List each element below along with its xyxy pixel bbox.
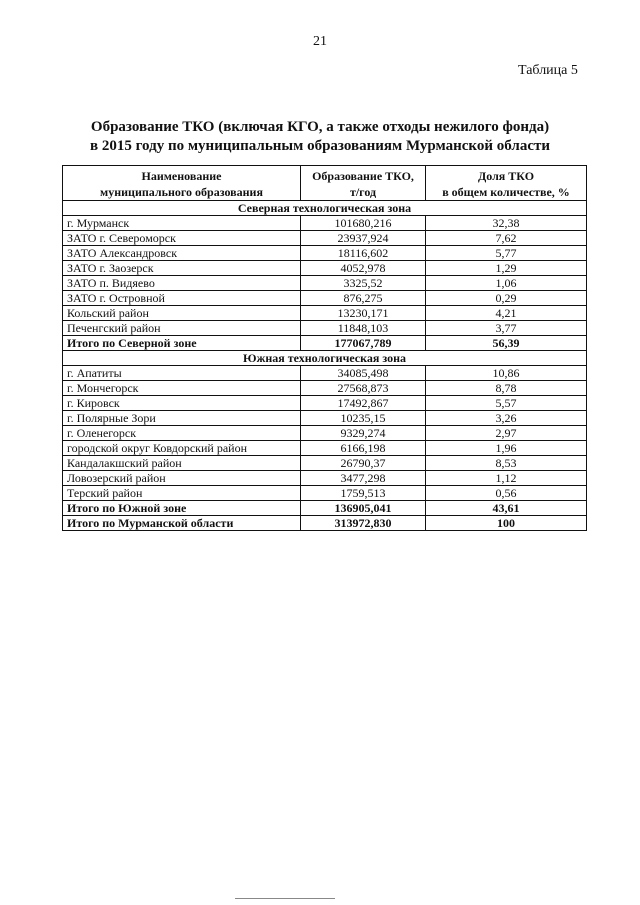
municipality-name: г. Апатиты — [63, 366, 301, 381]
table-row — [63, 231, 587, 246]
municipality-name: ЗАТО Александровск — [63, 246, 301, 261]
table-row — [63, 411, 587, 426]
waste-amount: 6166,198 — [301, 441, 426, 456]
table-row — [63, 396, 587, 411]
table-label: Таблица 5 — [518, 63, 578, 78]
waste-amount: 3477,298 — [301, 471, 426, 486]
footer-rule — [235, 898, 335, 899]
table-row — [63, 216, 587, 231]
waste-amount: 101680,216 — [301, 216, 426, 231]
table-row — [63, 381, 587, 396]
table-header — [63, 166, 587, 201]
table-row — [63, 321, 587, 336]
waste-share: 1,06 — [426, 276, 587, 291]
grand-total-amount: 313972,830 — [301, 516, 426, 531]
municipality-name: ЗАТО п. Видяево — [63, 276, 301, 291]
total-name: Итого по Южной зоне — [63, 501, 301, 516]
table-row — [63, 366, 587, 381]
waste-share: 5,57 — [426, 396, 587, 411]
header-share-line2: в общем количестве, % — [426, 184, 587, 201]
total-name: Итого по Северной зоне — [63, 336, 301, 351]
municipality-name: г. Кировск — [63, 396, 301, 411]
waste-amount: 27568,873 — [301, 381, 426, 396]
waste-amount: 13230,171 — [301, 306, 426, 321]
municipality-name: Печенгский район — [63, 321, 301, 336]
waste-amount: 11848,103 — [301, 321, 426, 336]
title-line-2: в 2015 году по муниципальным образованиям Мурманской области — [90, 138, 550, 154]
table-row — [63, 456, 587, 471]
waste-share: 10,86 — [426, 366, 587, 381]
grand-total-name: Итого по Мурманской области — [63, 516, 301, 531]
table-row — [63, 261, 587, 276]
waste-amount: 26790,37 — [301, 456, 426, 471]
table-row — [63, 486, 587, 501]
waste-amount: 9329,274 — [301, 426, 426, 441]
zone-name: Южная технологическая зона — [63, 351, 587, 366]
waste-amount: 876,275 — [301, 291, 426, 306]
waste-amount: 34085,498 — [301, 366, 426, 381]
grand-total-share: 100 — [426, 516, 587, 531]
municipality-name: ЗАТО г. Островной — [63, 291, 301, 306]
grand-total-row — [63, 516, 587, 531]
waste-share: 0,29 — [426, 291, 587, 306]
waste-share: 1,29 — [426, 261, 587, 276]
zone-header-row — [63, 351, 587, 366]
table-row — [63, 246, 587, 261]
waste-share: 7,62 — [426, 231, 587, 246]
waste-share: 1,12 — [426, 471, 587, 486]
waste-share: 4,21 — [426, 306, 587, 321]
waste-amount: 18116,602 — [301, 246, 426, 261]
municipality-name: г. Полярные Зори — [63, 411, 301, 426]
table-row — [63, 306, 587, 321]
waste-share: 3,77 — [426, 321, 587, 336]
municipality-name: г. Мурманск — [63, 216, 301, 231]
header-share-line1: Доля ТКО — [426, 166, 587, 185]
total-amount: 177067,789 — [301, 336, 426, 351]
title-line-1: Образование ТКО (включая КГО, а также отходы нежилого фонда) — [90, 119, 550, 135]
header-name-line2: муниципального образования — [63, 184, 301, 201]
waste-amount: 1759,513 — [301, 486, 426, 501]
waste-amount: 17492,867 — [301, 396, 426, 411]
waste-share: 32,38 — [426, 216, 587, 231]
table-body — [63, 201, 587, 531]
header-amount-line2: т/год — [301, 184, 426, 201]
municipality-name: Терский район — [63, 486, 301, 501]
table-row — [63, 291, 587, 306]
waste-amount: 3325,52 — [301, 276, 426, 291]
municipality-name: городской округ Ковдорский район — [63, 441, 301, 456]
waste-share: 3,26 — [426, 411, 587, 426]
municipality-name: Ловозерский район — [63, 471, 301, 486]
zone-total-row — [63, 336, 587, 351]
waste-share: 8,53 — [426, 456, 587, 471]
waste-table — [62, 165, 587, 531]
waste-amount: 4052,978 — [301, 261, 426, 276]
municipality-name: г. Оленегорск — [63, 426, 301, 441]
waste-share: 5,77 — [426, 246, 587, 261]
waste-share: 2,97 — [426, 426, 587, 441]
table-row — [63, 471, 587, 486]
total-share: 56,39 — [426, 336, 587, 351]
municipality-name: г. Мончегорск — [63, 381, 301, 396]
waste-share: 8,78 — [426, 381, 587, 396]
table-row — [63, 441, 587, 456]
waste-share: 1,96 — [426, 441, 587, 456]
municipality-name: ЗАТО г. Заозерск — [63, 261, 301, 276]
zone-header-row — [63, 201, 587, 216]
waste-share: 0,56 — [426, 486, 587, 501]
header-amount-line1: Образование ТКО, — [301, 166, 426, 185]
header-name-line1: Наименование — [63, 166, 301, 185]
zone-name: Северная технологическая зона — [63, 201, 587, 216]
municipality-name: ЗАТО г. Североморск — [63, 231, 301, 246]
zone-total-row — [63, 501, 587, 516]
page-number: 21 — [313, 34, 327, 49]
municipality-name: Кольский район — [63, 306, 301, 321]
waste-amount: 23937,924 — [301, 231, 426, 246]
waste-amount: 10235,15 — [301, 411, 426, 426]
table-row — [63, 426, 587, 441]
municipality-name: Кандалакшский район — [63, 456, 301, 471]
table-row — [63, 276, 587, 291]
total-amount: 136905,041 — [301, 501, 426, 516]
document-title — [60, 118, 580, 156]
total-share: 43,61 — [426, 501, 587, 516]
